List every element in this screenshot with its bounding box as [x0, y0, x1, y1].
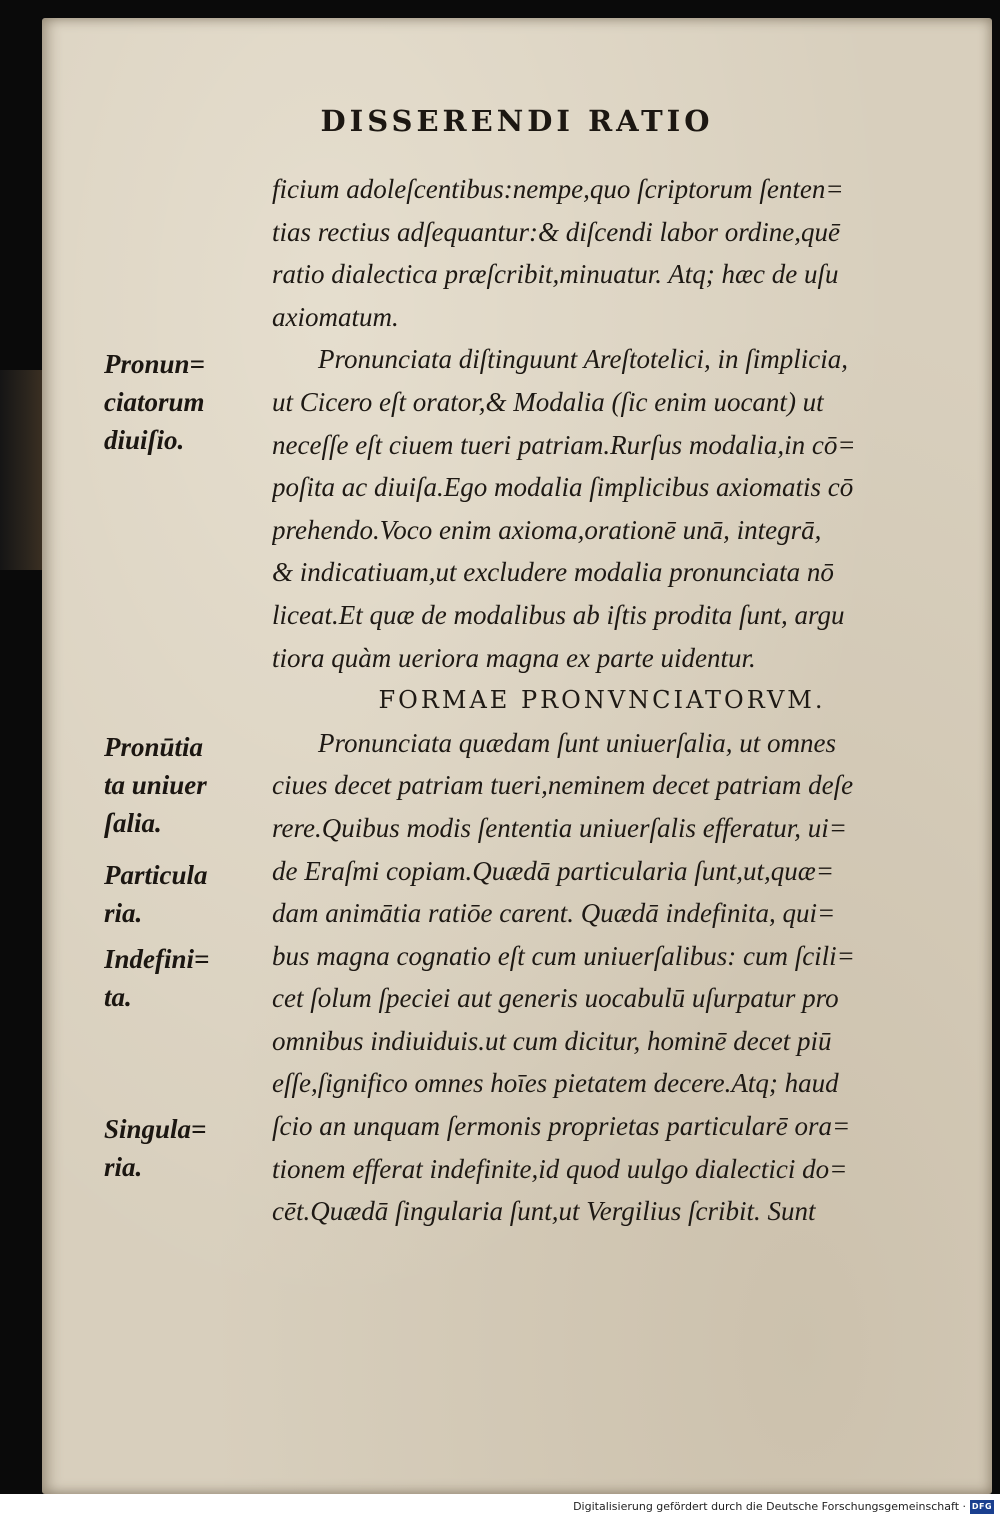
text-line: ficium adoleſcentibus:nempe,quo ſcriptorum ſenten= [272, 174, 844, 204]
margin-note-line: ciatorum [104, 387, 205, 417]
text-line: de Eraſmi copiam.Quædā particularia ſunt,ut,quæ= [272, 855, 834, 886]
text-line: rere.Quibus modis ſententia uniuerſalis efferatur, ui= [272, 812, 847, 843]
margin-note-line: ta. [104, 982, 132, 1012]
text-line: axiomatum. [272, 301, 399, 332]
text-line: eſſe,ſignifico omnes hoīes pietatem decere.Atq; haud [272, 1068, 839, 1099]
margin-note-line: ſalia. [104, 808, 162, 838]
margin-note-singularia [104, 1110, 244, 1186]
margin-note-line: Pronun= [104, 349, 205, 379]
facing-page-edge [0, 370, 42, 570]
section-heading: FORMAE PRONVNCIATORVM. [378, 686, 826, 715]
text-line: tiora quàm ueriora magna ex parte uidentur. [272, 642, 756, 673]
margin-note-particularia [104, 856, 244, 932]
margin-note-line: Indefini= [104, 944, 210, 974]
book-page [42, 18, 992, 1494]
text-line: cet ſolum ſpeciei aut generis uocabulū uſurpatur pro [272, 983, 839, 1014]
text-line: ciues decet patriam tueri,neminem decet patriam deſe [272, 770, 854, 801]
margin-note-pronunciatorum-diuisio [104, 345, 244, 459]
text-line: liceat.Et quæ de modalibus ab iſtis prodita ſunt, argu [272, 599, 845, 630]
body-text [272, 168, 962, 1233]
text-line: & indicatiuam,ut excludere modalia pronunciata nō [272, 557, 834, 588]
text-line: neceſſe eſt ciuem tueri patriam.Rurſus modalia,in cō= [272, 429, 856, 460]
margin-note-uniuersalia [104, 728, 244, 842]
text-line: ut Cicero eſt orator,& Modalia (ſic enim uocant) ut [272, 386, 824, 417]
margin-note-indefinita [104, 940, 244, 1016]
text-line: omnibus indiuiduis.ut cum dicitur, hominē decet piū [272, 1025, 832, 1056]
text-line: cēt.Quædā ſingularia ſunt,ut Vergilius ſcribit. Sunt [272, 1196, 816, 1227]
text-line: tionem efferat indefinite,id quod uulgo dialectici do= [272, 1153, 848, 1184]
margin-note-line: Singula= [104, 1114, 207, 1144]
text-line: bus magna cognatio eſt cum uniuerſalibus: cum ſcili= [272, 940, 855, 971]
dfg-logo: DFG [970, 1500, 994, 1514]
text-line: ſcio an unquam ſermonis proprietas particularē ora= [272, 1111, 851, 1142]
margin-note-line: ria. [104, 1152, 143, 1182]
footer-bar [0, 1494, 1000, 1520]
text-line: ratio dialectica præſcribit,minuatur. Atq; hæc de uſu [272, 259, 839, 290]
text-line: Pronunciata quædam ſunt uniuerſalia, ut omnes [318, 727, 836, 758]
text-line: dam animātia ratiōe carent. Quædā indefinita, qui= [272, 898, 836, 929]
margin-note-line: ria. [104, 898, 143, 928]
text-line: prehendo.Voco enim axioma,orationē unā, integrā, [272, 514, 822, 545]
margin-note-line: ta uniuer [104, 770, 207, 800]
running-title: DISSERENDI RATIO [320, 104, 714, 138]
text-line: Pronunciata diſtinguunt Areſtotelici, in ſimplicia, [318, 344, 848, 375]
margin-note-line: Particula [104, 860, 208, 890]
text-line: tias rectius adſequantur:& diſcendi labor ordine,quē [272, 216, 840, 247]
margin-note-line: diuiſio. [104, 425, 185, 455]
margin-note-line: Pronūtia [104, 732, 204, 762]
funding-credit: Digitalisierung gefördert durch die Deutsche Forschungsgemeinschaft · [573, 1500, 966, 1513]
text-line: poſita ac diuiſa.Ego modalia ſimplicibus axiomatis cō [272, 472, 854, 503]
